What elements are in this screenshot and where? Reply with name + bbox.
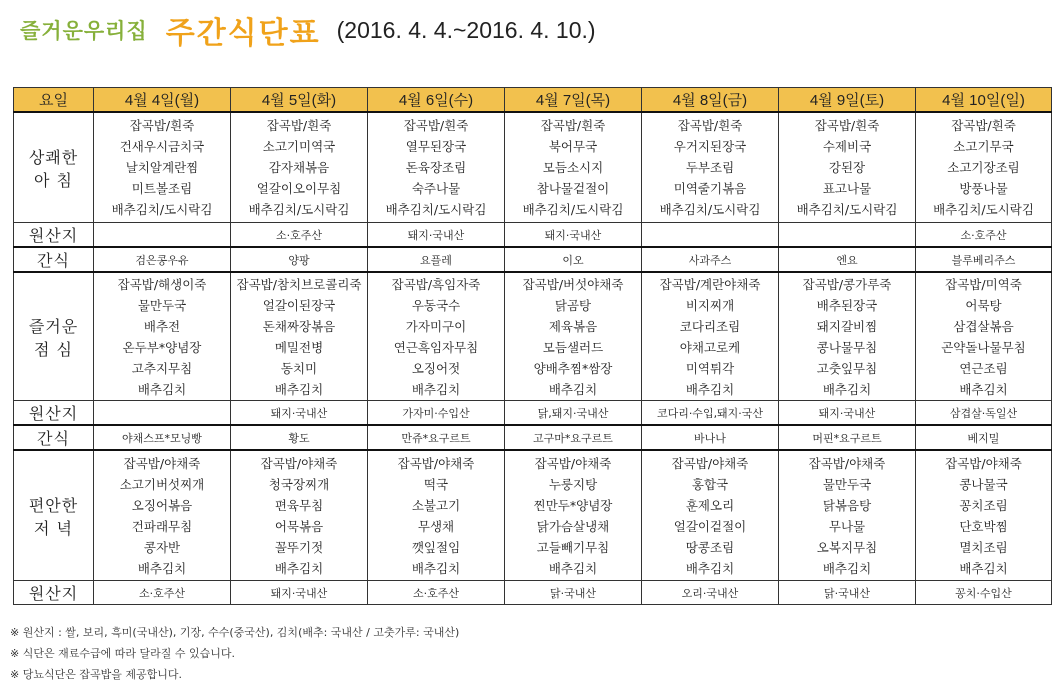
- menu-item: 배추김치: [137, 381, 187, 397]
- menu-item: 배추김치: [548, 560, 598, 576]
- menu-item: 돼지갈비찜: [816, 318, 878, 334]
- lunch-row: [14, 272, 1052, 401]
- menu-item: 잡곡밥/야채죽: [945, 455, 1022, 471]
- menu-item: 배추김치: [274, 381, 324, 397]
- menu-item: 잡곡밥/야채죽: [260, 455, 338, 471]
- menu-item: 배추김치/도시락김: [933, 202, 1034, 217]
- corner-label: 요일: [14, 88, 94, 113]
- date-range: (2016. 4. 4.~2016. 4. 10.): [336, 16, 596, 43]
- menu-item: 오징어볶음: [131, 497, 193, 513]
- snack-cell: 요플레: [368, 247, 505, 272]
- snack-cell: 베지밀: [916, 425, 1052, 450]
- menu-item: 동치미: [280, 360, 318, 376]
- menu-item: 소고기버섯찌개: [119, 476, 205, 492]
- snack-cell: 이오: [505, 247, 642, 272]
- menu-cell: [505, 112, 642, 223]
- snack1-row: [14, 247, 1052, 272]
- menu-item: 모듬소시지: [542, 160, 604, 175]
- menu-item: 소불고기: [411, 497, 461, 513]
- menu-item: 얼갈이겉절이: [673, 518, 747, 534]
- menu-item: 꼴뚜기젓: [274, 539, 324, 555]
- origin-cell: 닭·국내산: [779, 581, 916, 605]
- origin-cell: 돼지·국내산: [779, 401, 916, 426]
- menu-cell: [231, 272, 368, 401]
- lunch-origin-row: [14, 401, 1052, 426]
- menu-item: 잡곡밥/흰죽: [677, 118, 743, 133]
- menu-item: 열무된장국: [405, 139, 467, 154]
- menu-item: 연근흑임자무침: [393, 339, 479, 355]
- origin-cell: 가자미·수입산: [368, 401, 505, 426]
- menu-cell: [916, 272, 1052, 401]
- menu-item: 잡곡밥/버섯야채죽: [522, 276, 624, 292]
- menu-item: 꽁치조림: [959, 497, 1008, 513]
- meal-label-line: 편안한: [28, 495, 79, 515]
- menu-cell: [505, 450, 642, 581]
- menu-item: 코다리조림: [679, 318, 741, 334]
- menu-item: 잡곡밥/야채죽: [397, 455, 475, 471]
- snack2-row: [14, 425, 1052, 450]
- menu-item: 누룽지탕: [548, 476, 598, 492]
- menu-item: 청국장찌개: [268, 476, 330, 492]
- origin-cell: 돼지·국내산: [368, 223, 505, 248]
- menu-item: 찐만두*양념장: [533, 497, 613, 513]
- menu-item: 콩나물국: [959, 476, 1008, 492]
- menu-item: 온두부*양념장: [122, 339, 202, 355]
- menu-item: 잡곡밥/계란야채죽: [659, 276, 761, 292]
- menu-cell: [642, 112, 779, 223]
- menu-item: 배추김치/도시락김: [522, 202, 624, 217]
- snack-label: 간식: [14, 247, 94, 272]
- menu-item: 배추김치: [685, 381, 735, 397]
- menu-cell: [642, 450, 779, 581]
- origin-cell: 돼지·국내산: [231, 401, 368, 426]
- origin-cell: 코다리·수입,돼지·국산: [642, 401, 779, 426]
- menu-item: 편육무침: [274, 497, 324, 513]
- menu-item: 우동국수: [411, 297, 461, 313]
- meal-label-line: 상쾌한: [28, 147, 79, 167]
- menu-item: 배추김치/도시락김: [659, 202, 761, 217]
- menu-item: 배추김치: [822, 560, 872, 576]
- menu-cell: [231, 450, 368, 581]
- menu-item: 잡곡밥/흰죽: [951, 118, 1016, 133]
- menu-table: [13, 87, 1052, 605]
- day-header: 4월 4일(월): [94, 88, 231, 113]
- menu-item: 배추김치: [685, 560, 735, 576]
- breakfast-origin-row: [14, 223, 1052, 248]
- menu-item: 표고나물: [822, 181, 872, 196]
- day-header: 4월 9일(토): [779, 88, 916, 113]
- origin-cell: 소·호주산: [231, 223, 368, 248]
- logo-text: 즐거운우리집: [20, 19, 148, 43]
- menu-item: 미역줄기볶음: [673, 181, 747, 196]
- snack-label: 간식: [14, 425, 94, 450]
- menu-cell: [916, 112, 1052, 223]
- menu-item: 콩자반: [143, 539, 181, 555]
- menu-item: 잡곡밥/흰죽: [266, 118, 332, 133]
- menu-cell: [368, 450, 505, 581]
- menu-item: 수제비국: [822, 139, 872, 154]
- origin-cell: 꽁치·수입산: [916, 581, 1052, 605]
- dinner-label: [14, 450, 94, 581]
- menu-item: 제육볶음: [548, 318, 598, 334]
- menu-item: 숙주나물: [411, 181, 461, 196]
- menu-item: 깻잎절임: [411, 539, 461, 555]
- menu-item: 잡곡밥/흑임자죽: [391, 276, 481, 292]
- origin-cell: 오리·국내산: [642, 581, 779, 605]
- origin-label: 원산지: [14, 223, 94, 248]
- snack-cell: 머핀*요구르트: [779, 425, 916, 450]
- origin-label: 원산지: [14, 581, 94, 605]
- menu-item: 잡곡밥/야채죽: [123, 455, 201, 471]
- menu-item: 잡곡밥/해생이죽: [117, 276, 207, 292]
- menu-item: 어묵볶음: [274, 518, 324, 534]
- menu-cell: [231, 112, 368, 223]
- menu-item: 단호박찜: [959, 518, 1008, 534]
- snack-cell: 야채스프*모닝빵: [94, 425, 231, 450]
- menu-item: 어묵탕: [965, 297, 1002, 313]
- menu-item: 얼갈이오이무침: [256, 181, 342, 196]
- menu-item: 방풍나물: [959, 181, 1008, 196]
- menu-item: 오징어젓: [411, 360, 461, 376]
- day-header-row: [14, 88, 1052, 113]
- menu-item: 미역튀각: [685, 360, 735, 376]
- menu-item: 잡곡밥/흰죽: [403, 118, 469, 133]
- menu-item: 배추김치: [137, 560, 187, 576]
- menu-item: 배추김치: [959, 381, 1008, 397]
- logo: [20, 15, 148, 45]
- menu-item: 배추된장국: [816, 297, 878, 313]
- menu-item: 멸치조림: [959, 539, 1008, 555]
- menu-item: 잡곡밥/야채죽: [808, 455, 886, 471]
- menu-item: 배추전: [143, 318, 181, 334]
- menu-cell: [779, 450, 916, 581]
- origin-cell: 돼지·국내산: [231, 581, 368, 605]
- menu-item: 고들빼기무침: [536, 539, 610, 555]
- footnote: ※ 당뇨식단은 잡곡밥을 제공합니다.: [10, 668, 182, 681]
- origin-cell: [94, 401, 231, 426]
- menu-item: 배추김치: [548, 381, 598, 397]
- breakfast-label: [14, 112, 94, 223]
- meal-label-line: 즐거운: [28, 316, 79, 336]
- footnote: ※ 원산지 : 쌀, 보리, 흑미(국내산), 기장, 수수(중국산), 김치(배추: 국내산 / 고춧가루: 국내산): [10, 626, 460, 639]
- origin-cell: [94, 223, 231, 248]
- menu-item: 잡곡밥/흰죽: [129, 118, 195, 133]
- menu-cell: [94, 112, 231, 223]
- menu-item: 참나물겉절이: [536, 181, 610, 196]
- menu-item: 홍합국: [691, 476, 729, 492]
- menu-item: 배추김치/도시락김: [385, 202, 487, 217]
- menu-item: 삼겹살볶음: [953, 318, 1014, 334]
- origin-label: 원산지: [14, 401, 94, 426]
- day-header: 4월 6일(수): [368, 88, 505, 113]
- menu-item: 강된장: [828, 160, 866, 175]
- menu-item: 배추김치: [822, 381, 872, 397]
- snack-cell: 양팡: [231, 247, 368, 272]
- menu-item: 배추김치: [274, 560, 324, 576]
- menu-cell: [368, 112, 505, 223]
- snack-cell: 검은콩우유: [94, 247, 231, 272]
- menu-item: 배추김치: [411, 381, 461, 397]
- menu-item: 배추김치/도시락김: [111, 202, 213, 217]
- snack-cell: 만쥬*요구르트: [368, 425, 505, 450]
- snack-cell: 황도: [231, 425, 368, 450]
- menu-item: 닭볶음탕: [822, 497, 872, 513]
- menu-item: 닭곰탕: [554, 297, 592, 313]
- menu-cell: [94, 272, 231, 401]
- day-header: 4월 7일(목): [505, 88, 642, 113]
- menu-item: 가자미구이: [405, 318, 467, 334]
- menu-item: 돈육장조림: [405, 160, 467, 175]
- menu-item: 배추김치/도시락김: [248, 202, 350, 217]
- snack-cell: 바나나: [642, 425, 779, 450]
- menu-item: 잡곡밥/참치브로콜리죽: [236, 276, 362, 292]
- dinner-origin-row: [14, 581, 1052, 605]
- menu-cell: [779, 272, 916, 401]
- menu-item: 소고기장조림: [947, 160, 1020, 175]
- menu-item: 고추지무침: [131, 360, 193, 376]
- origin-cell: 소·호주산: [368, 581, 505, 605]
- menu-cell: [779, 112, 916, 223]
- menu-item: 곤약돌나물무침: [941, 339, 1026, 355]
- menu-item: 잡곡밥/흰죽: [814, 118, 880, 133]
- menu-item: 두부조림: [685, 160, 735, 175]
- origin-cell: 소·호주산: [94, 581, 231, 605]
- menu-item: 감자채볶음: [268, 160, 330, 175]
- menu-item: 훈제오리: [685, 497, 735, 513]
- meal-label-line: 점 심: [34, 339, 73, 359]
- menu-item: 물만두국: [137, 297, 187, 313]
- origin-cell: 소·호주산: [916, 223, 1052, 248]
- menu-item: 소고기미역국: [262, 139, 336, 154]
- footnotes: [10, 622, 459, 685]
- origin-cell: 삼겹살·독일산: [916, 401, 1052, 426]
- origin-cell: 닭·국내산: [505, 581, 642, 605]
- menu-item: 비지찌개: [685, 297, 735, 313]
- menu-item: 배추김치/도시락김: [796, 202, 898, 217]
- origin-cell: 돼지·국내산: [505, 223, 642, 248]
- menu-item: 잡곡밥/야채죽: [671, 455, 749, 471]
- dinner-row: [14, 450, 1052, 581]
- day-header: 4월 5일(화): [231, 88, 368, 113]
- menu-item: 날치알계란찜: [125, 160, 199, 175]
- page-title: 주간식단표: [165, 16, 321, 51]
- menu-cell: [642, 272, 779, 401]
- menu-item: 잡곡밥/콩가루죽: [802, 276, 892, 292]
- menu-item: 건파래무침: [131, 518, 193, 534]
- menu-item: 메밀전병: [274, 339, 324, 355]
- menu-item: 잡곡밥/미역죽: [945, 276, 1022, 292]
- menu-item: 모듬샐러드: [542, 339, 604, 355]
- day-header: 4월 8일(금): [642, 88, 779, 113]
- meal-label-line: 저 녁: [34, 518, 73, 538]
- menu-item: 닭가슴살냉채: [536, 518, 610, 534]
- menu-item: 콩나물무침: [816, 339, 878, 355]
- snack-cell: 엔요: [779, 247, 916, 272]
- lunch-label: [14, 272, 94, 401]
- snack-cell: 블루베리주스: [916, 247, 1052, 272]
- origin-cell: 닭,돼지·국내산: [505, 401, 642, 426]
- breakfast-row: [14, 112, 1052, 223]
- menu-item: 잡곡밥/흰죽: [540, 118, 606, 133]
- menu-item: 연근조림: [959, 360, 1008, 376]
- day-header: 4월 10일(일): [916, 88, 1052, 113]
- footnote: ※ 식단은 재료수급에 따라 달라질 수 있습니다.: [10, 647, 235, 660]
- page-header: [20, 6, 596, 54]
- menu-item: 땅콩조림: [685, 539, 735, 555]
- menu-cell: [368, 272, 505, 401]
- menu-item: 야채고로케: [679, 339, 741, 355]
- menu-item: 오복지무침: [816, 539, 878, 555]
- snack-cell: 고구마*요구르트: [505, 425, 642, 450]
- menu-cell: [505, 272, 642, 401]
- menu-item: 무생채: [417, 518, 455, 534]
- menu-item: 잡곡밥/야채죽: [534, 455, 612, 471]
- menu-item: 무나물: [828, 518, 866, 534]
- menu-item: 양배추찜*쌈장: [533, 360, 613, 376]
- menu-item: 북어무국: [548, 139, 598, 154]
- origin-cell: [779, 223, 916, 248]
- menu-item: 미트볼조림: [131, 181, 193, 196]
- snack-cell: 사과주스: [642, 247, 779, 272]
- menu-item: 배추김치: [959, 560, 1008, 576]
- menu-cell: [916, 450, 1052, 581]
- menu-item: 우거지된장국: [673, 139, 747, 154]
- menu-item: 물만두국: [822, 476, 872, 492]
- menu-item: 건새우시금치국: [119, 139, 205, 154]
- menu-cell: [94, 450, 231, 581]
- origin-cell: [642, 223, 779, 248]
- menu-item: 떡국: [423, 476, 449, 492]
- menu-item: 소고기무국: [953, 139, 1014, 154]
- menu-item: 배추김치: [411, 560, 461, 576]
- meal-label-line: 아 침: [34, 170, 73, 190]
- menu-item: 돈채짜장볶음: [262, 318, 336, 334]
- menu-item: 고춧잎무침: [816, 360, 878, 376]
- menu-item: 얼갈이된장국: [262, 297, 336, 313]
